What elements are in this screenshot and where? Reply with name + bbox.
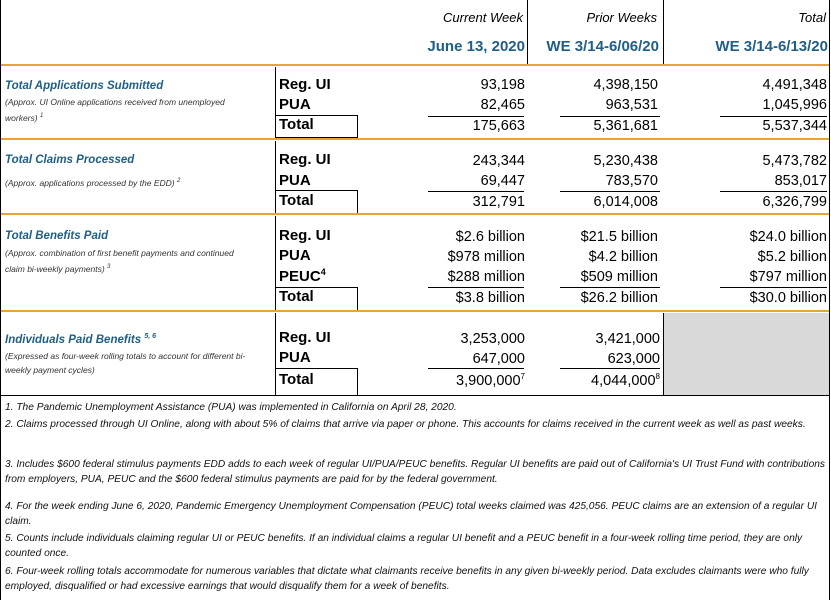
cell-prior: $26.2 billion: [580, 290, 658, 306]
cell-prior: $509 million: [580, 269, 658, 285]
sum-rule: [428, 368, 524, 369]
cell-current: $288 million: [447, 269, 525, 285]
cell-current: 175,663: [472, 118, 525, 134]
cell-current: $2.6 billion: [455, 229, 525, 245]
row-label-total: Total: [279, 371, 314, 388]
total-border: [275, 137, 357, 138]
cell-prior: 963,531: [605, 97, 658, 113]
cell-prior: 623,000: [607, 351, 660, 367]
cell-total: $24.0 billion: [749, 229, 827, 245]
cell-current: 3,900,000$^7$: [456, 372, 525, 389]
cell-current: 93,198: [480, 77, 525, 93]
cell-current: 243,344: [472, 153, 525, 169]
cell-prior: $21.5 billion: [580, 229, 658, 245]
section-subtitle: (Approx. UI Online applications received from unemployed workers) $^1$: [5, 97, 225, 123]
section-divider: [1, 138, 829, 140]
label-col-border: [275, 216, 276, 310]
total-border: [357, 190, 358, 213]
cell-current: 647,000: [472, 351, 525, 367]
section-title: Total Applications Submitted: [5, 80, 164, 92]
col-header-prior: Prior Weeks: [586, 10, 657, 25]
cell-current: 69,447: [480, 173, 525, 189]
row-label-pua: PUA: [279, 349, 311, 366]
row-label-reg-ui: Reg. UI: [279, 76, 331, 93]
cell-current: $978 million: [447, 249, 525, 265]
cell-prior: $4.2 billion: [588, 249, 658, 265]
col-period-prior: WE 3/14-6/06/20: [546, 38, 659, 55]
section-subtitle: (Approx. combination of first benefit payments and continued claim bi-weekly payments) $^3$: [5, 248, 234, 274]
sum-rule: [560, 116, 660, 117]
cell-total: $5.2 billion: [757, 249, 827, 265]
label-col-border: [275, 67, 276, 137]
sum-rule: [560, 287, 660, 288]
frame-right: [829, 0, 830, 600]
sum-rule: [720, 287, 827, 288]
cell-total: 5,537,344: [762, 118, 827, 134]
sum-rule: [560, 191, 660, 192]
section-subtitle: (Approx. applications processed by the EDD) $^2$: [5, 177, 181, 188]
section-subtitle: (Expressed as four-week rolling totals to account for different bi-weekly payment cycles): [5, 351, 246, 375]
cell-total: 5,473,782: [762, 153, 827, 169]
row-label-reg-ui: Reg. UI: [279, 151, 331, 168]
cell-total: 853,017: [774, 173, 827, 189]
row-label-reg-ui: Reg. UI: [279, 227, 331, 244]
cell-current: 3,253,000: [460, 331, 525, 347]
row-label-reg-ui: Reg. UI: [279, 329, 331, 346]
section-title: Total Benefits Paid: [5, 230, 109, 242]
cell-current: $3.8 billion: [455, 290, 525, 306]
cell-total: 1,045,996: [762, 97, 827, 113]
cell-current: 82,465: [480, 97, 525, 113]
section-divider: [1, 64, 829, 66]
col-sep: [663, 313, 664, 395]
col-header-total: Total: [798, 10, 826, 25]
cell-prior: 4,044,000$^8$: [591, 372, 660, 389]
cell-total: 6,326,799: [762, 194, 827, 210]
cell-prior: 5,230,438: [593, 153, 658, 169]
sum-rule: [428, 191, 524, 192]
footnote-6: 6. Four-week rolling totals accommodate for numerous variables that dictate what claimants receive benefits in any given bi-weekly period. Data excludes claimants were who fully employed, disqualified or had excessive earnings that would disqualify them for a week of benefits.: [5, 566, 809, 592]
row-label-total: Total: [279, 192, 314, 209]
empty-total-cell: [664, 313, 829, 395]
row-label-total: Total: [279, 288, 314, 305]
section-title: Individuals Paid Benefits $^{5, 6}$: [5, 333, 157, 346]
col-header-current: Current Week: [443, 10, 523, 25]
col-period-current: June 13, 2020: [427, 38, 525, 55]
cell-current: 312,791: [472, 194, 525, 210]
cell-total: $30.0 billion: [749, 290, 827, 306]
cell-prior: 783,570: [605, 173, 658, 189]
cell-total: 4,491,348: [762, 77, 827, 93]
total-border: [275, 190, 357, 191]
row-label-pua: PUA: [279, 96, 311, 113]
row-label-pua: PUA: [279, 172, 311, 189]
row-label-total: Total: [279, 116, 314, 133]
cell-prior: 4,398,150: [593, 77, 658, 93]
sum-rule: [720, 191, 827, 192]
table-bottom-border: [1, 395, 829, 396]
cell-prior: 3,421,000: [595, 331, 660, 347]
footnote-4: 4. For the week ending June 6, 2020, Pandemic Emergency Unemployment Compensation (PEUC) total weeks claimed was 425,056. PEUC claims are an extension of a regular UI claim.: [5, 501, 818, 527]
frame-left: [0, 0, 1, 600]
footnote-5: 5. Counts include individuals claiming regular UI or PEUC benefits. If an individual claims a regular UI benefit and a PEUC benefit in a four-week rolling time period, they are only counted once.: [5, 533, 803, 559]
cell-prior: 5,361,681: [593, 118, 658, 134]
footnote-3: 3. Includes $600 federal stimulus payments EDD adds to each week of regular UI/PUA/PEUC benefits. Regular UI benefits are paid out of California's UI Trust Fund with contributions from employers, PUA, PEUC and the $600 federal stimulus payments are paid for by the federal government.: [5, 459, 825, 485]
label-col-border: [275, 141, 276, 213]
sum-rule: [428, 116, 524, 117]
row-label-peuc: PEUC$^4$: [279, 267, 326, 285]
sum-rule: [560, 368, 660, 369]
label-col-border: [275, 313, 276, 395]
footnote-1: 1. The Pandemic Unemployment Assistance (PUA) was implemented in California on April 28, 2020.: [5, 402, 457, 413]
cell-prior: 6,014,008: [593, 194, 658, 210]
total-border: [357, 115, 358, 138]
col-sep: [527, 0, 528, 64]
cell-total: $797 million: [749, 269, 827, 285]
total-border: [275, 368, 357, 369]
row-label-pua: PUA: [279, 247, 311, 264]
col-period-total: WE 3/14-6/13/20: [715, 38, 828, 55]
col-sep: [663, 0, 664, 64]
section-title: Total Claims Processed: [5, 154, 135, 166]
footnote-2: 2. Claims processed through UI Online, along with about 5% of claims that arrive via paper or phone. This accounts for claims received in the current week as well as past weeks.: [5, 419, 806, 430]
section-divider: [1, 310, 829, 312]
section-divider: [1, 213, 829, 215]
sum-rule: [428, 287, 524, 288]
sum-rule: [720, 116, 827, 117]
total-border: [357, 368, 358, 395]
total-border: [357, 287, 358, 310]
